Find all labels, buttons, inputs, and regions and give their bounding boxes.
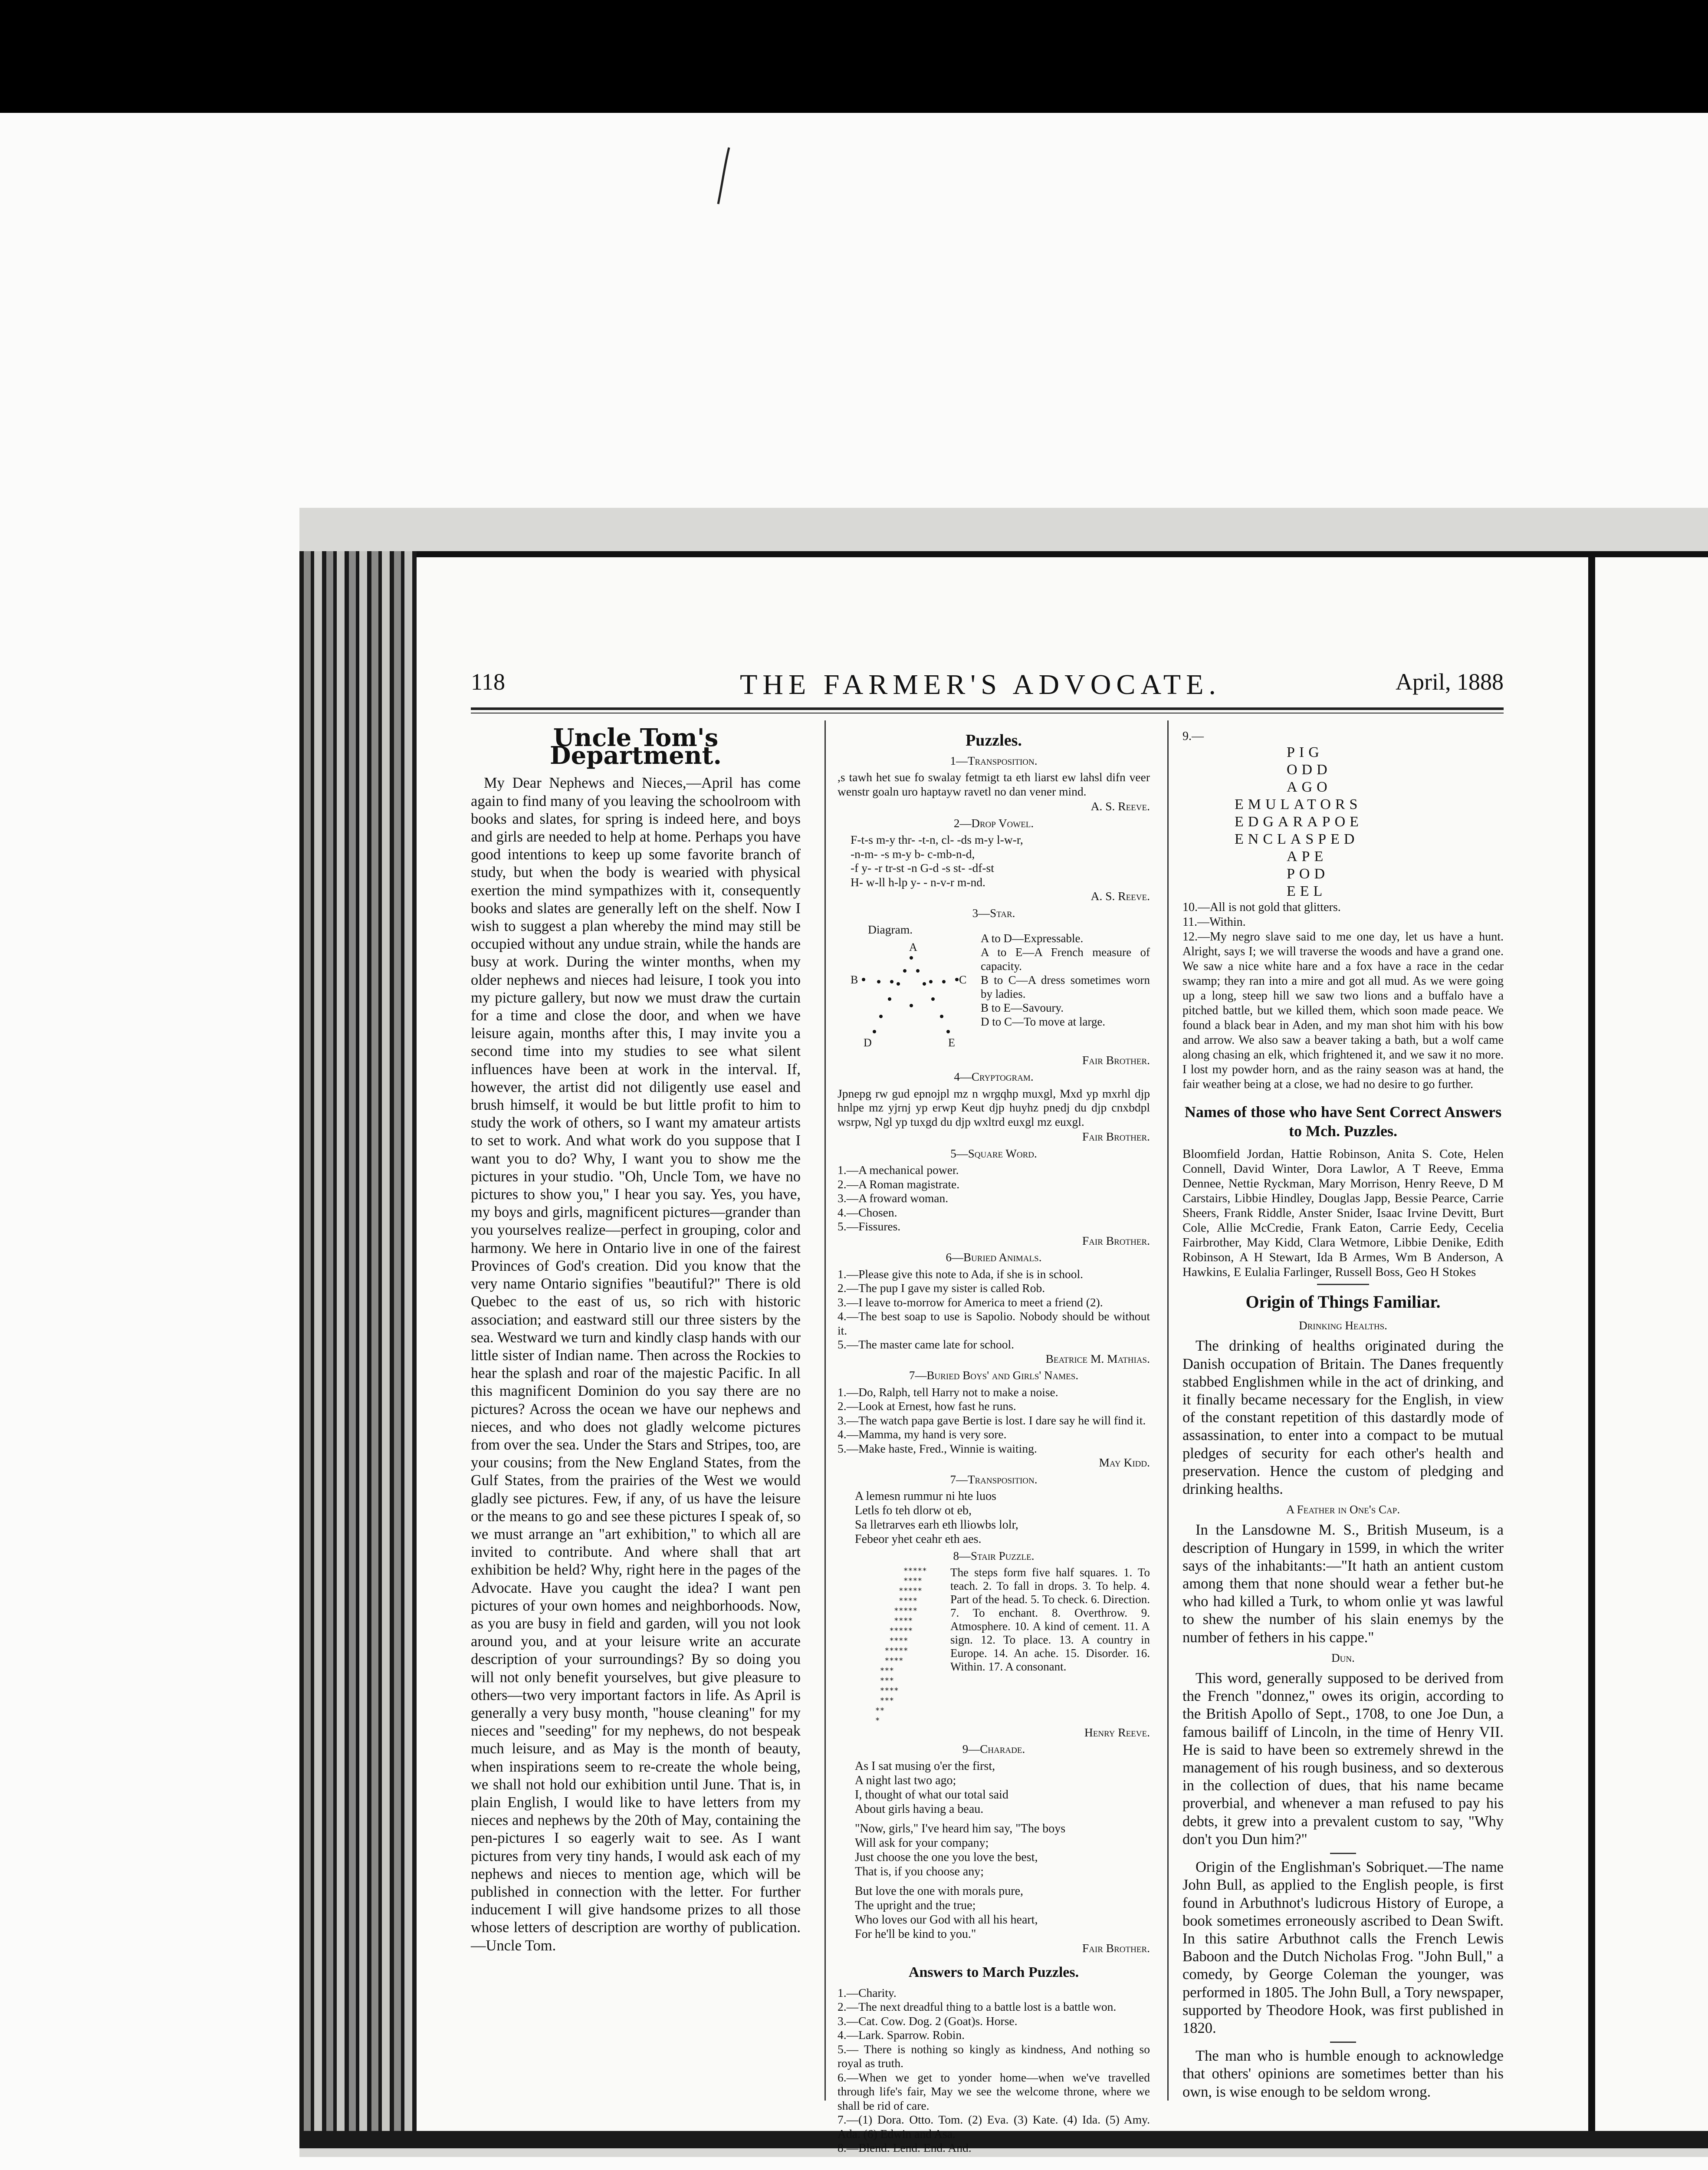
charade-line: The upright and the true; bbox=[855, 1898, 976, 1912]
pyramid-row: POD bbox=[1287, 866, 1330, 882]
puzzle-6-line: 3.—I leave to-morrow for America to meet a friend (2). bbox=[838, 1295, 1103, 1309]
charade-line: Will ask for your company; bbox=[855, 1836, 989, 1850]
answer-9-pyramid bbox=[1235, 744, 1504, 900]
correct-answers-names: Bloomfield Jordan, Hattie Robinson, Anita S. Cote, Helen Connell, David Winter, Dora Lawlor, A T Reeve, Emma Dennee, Nettie Ryckman, Mary Morrison, Henry Reeve, D M Carstairs, Libbie Hindley, Douglas Japp, Bessie Pearce, Carrie Sheers, Frank Riddle, Anster Snider, Isaac Irvine Devitt, Burt Cole, Allie McCredie, Frank Eaton, Carrie Eedy, Cecelia Fairbrother, May Kidd, Clara Wetmore, Libbie Denike, Edith Robinson, A H Stewart, Ida B Armes, Wm B Anderson, A Hawkins, E Eulalia Farlinger, Russell Boss, Geo H Stokes bbox=[1182, 1147, 1504, 1279]
column-answers-origins bbox=[1182, 729, 1504, 2101]
puzzle-7-line: 4.—Mamma, my hand is very sore. bbox=[838, 1427, 1007, 1441]
star-def: B to E—Savoury. bbox=[981, 1001, 1064, 1014]
stanza-break bbox=[855, 1816, 1150, 1821]
scan-top-border bbox=[0, 0, 1708, 113]
pyramid-row: EEL bbox=[1287, 883, 1327, 899]
section-divider bbox=[1317, 1284, 1369, 1285]
answers-heading: Answers to March Puzzles. bbox=[908, 1964, 1079, 1980]
drinking-healths-text: The drinking of healths originated during the Danish occupation of Britain. The Danes frequently stabbed Englishmen while in the act of drinking, and it finally became necessary for the English, in view of the constant repetition of this dastardly mode of assassination, to enter into a compact to be mutual pledges of security for each other's health and preservation. Hence the custom of pledging and drinking healths. bbox=[1182, 1338, 1504, 1498]
star-dot-group bbox=[862, 956, 959, 1033]
feather-title: A Feather in One's Cap. bbox=[1286, 1503, 1400, 1516]
puzzle-2-author: A. S. Reeve. bbox=[1090, 889, 1150, 903]
answer-line: 7.—(1) Dora. Otto. Tom. (2) Eva. (3) Kate. (4) Ida. (5) Amy. Ada. (6) Edwin and Asa. bbox=[838, 2113, 1150, 2140]
answer-line: 4.—Lark. Sparrow. Robin. bbox=[838, 2028, 965, 2042]
column-puzzles bbox=[838, 729, 1150, 2155]
answer-12: 12.—My negro slave said to me one day, let us have a hunt. Alright, says I; we will traverse the woods and have a grand one. We saw a nice white hare and a fox have a race in the cedar swamp; they ran into a mire and got all mud. As we were going up a long, steep hill we saw two lions and a buffalo have a pitched battle, but we killed them, which soon made peace. We found a black bear in Aden, and my man shot him with his bow and arrow. We also saw a beaver taking a bath, but a wolf came along chasing an elk, which frightened it, and we saw it no more. I lost my powder horn, and as the rainy season was at hand, the fair weather being at a close, we had no desire to go further. bbox=[1182, 930, 1504, 1091]
star-definitions bbox=[981, 931, 1150, 1053]
star-point-c: C bbox=[959, 973, 967, 986]
running-header bbox=[471, 668, 1504, 707]
stair-puzzle bbox=[838, 1566, 1150, 1726]
puzzle-2-title: 2—Drop Vowel. bbox=[953, 816, 1034, 830]
answer-line: 5.— There is nothing so kingly as kindness, And nothing so royal as truth. bbox=[838, 2042, 1150, 2070]
charade-line: Who loves our God with all his heart, bbox=[855, 1913, 1038, 1927]
pyramid-row: EDGARAPOE bbox=[1235, 814, 1363, 830]
star-point-e: E bbox=[948, 1036, 955, 1049]
puzzle-7-title: 7—Buried Boys' and Girls' Names. bbox=[909, 1369, 1079, 1382]
puzzle-7-line: 2.—Look at Ernest, how fast he runs. bbox=[838, 1399, 1016, 1413]
charade-line: As I sat musing o'er the first, bbox=[855, 1759, 995, 1773]
puzzle-3-title: 3—Star. bbox=[972, 906, 1015, 920]
pyramid-row: EMULATORS bbox=[1235, 796, 1362, 812]
puzzle-7b-line: Letls fo teh dlorw ot eb, bbox=[855, 1504, 972, 1517]
publication-title: THE FARMER'S ADVOCATE. bbox=[740, 669, 1221, 700]
column-uncle-tom bbox=[471, 723, 801, 1955]
puzzle-7b-line: Febeor yhet ceahr eth aes. bbox=[855, 1532, 982, 1546]
star-point-d: D bbox=[864, 1036, 872, 1049]
puzzle-2-line: F-t-s m-y thr- -t-n, cl- -ds m-y l-w-r, bbox=[851, 833, 1023, 846]
star-dots bbox=[851, 940, 972, 1053]
puzzle-4-text: Jpnepg rw gud epnojpl mz n wrgqhp muxgl, Mxd yp mxrhl djp hnlpe mz yjrnj yp erwp Keut djp huyhz pnedj du djp cnxbdpl wsrpw, Ngl yp tuxgd du djp wxltrd euxgl mz euxgl. bbox=[838, 1086, 1150, 1128]
puzzle-3-author: Fair Brother. bbox=[1082, 1053, 1150, 1067]
stair-diagram: ***** **** ***** **** ***** **** ***** **** ***** **** *** *** **** *** ** * bbox=[875, 1566, 927, 1725]
answer-line: 8.—Blend. Lend. End. And. bbox=[838, 2141, 972, 2154]
charade-line: For he'll be kind to you." bbox=[855, 1927, 976, 1941]
puzzle-5-line: 2.—A Roman magistrate. bbox=[838, 1177, 960, 1191]
section-divider bbox=[1330, 2042, 1356, 2043]
section-divider bbox=[1330, 1853, 1356, 1854]
puzzle-2-line: H- w-ll h-lp y- - n-v-r m-nd. bbox=[851, 875, 985, 889]
puzzle-7-line: 1.—Do, Ralph, tell Harry not to make a noise. bbox=[838, 1385, 1058, 1399]
column-rule-1 bbox=[824, 720, 826, 2101]
charade-line: About girls having a beau. bbox=[855, 1802, 984, 1816]
puzzle-5-line: 1.—A mechanical power. bbox=[838, 1163, 959, 1177]
department-heading: Uncle Tom's Department. bbox=[550, 723, 722, 770]
issue-date: April, 1888 bbox=[1396, 669, 1504, 695]
pen-mark bbox=[712, 143, 738, 208]
dun-title: Dun. bbox=[1331, 1651, 1355, 1664]
charade-line: That is, if you choose any; bbox=[855, 1864, 984, 1878]
stanza-break bbox=[855, 1879, 1150, 1884]
answer-10: 10.—All is not gold that glitters. bbox=[1182, 901, 1341, 914]
puzzle-9-title: 9—Charade. bbox=[962, 1743, 1025, 1756]
puzzle-7b-line: Sa lletrarves earh eth lliowbs lolr, bbox=[855, 1518, 1018, 1532]
letter-text: My Dear Nephews and Nieces,—April has come again to find many of you leaving the schoolroom with books and slates, for spring is indeed here, and boys and girls are needed to help at home. Perhaps you have good intentions to keep up some favorite branch of study, but when the body is wearied with physical exertion the mind sympathizes with it, consequently books and slates are generally left on the shelf. Now I wish to suggest a plan whereby the mind may still be occupied without any undue strain, while the hands are busy at work. During the winter months, when my older nephews and nieces had leisure, I took you into my picture gallery, but now we must draw the curtain for a time and close the door, and when we have leisure again, months after this, I may invite you a second time into my studies to see what silent influences have been at work in the interval. If, however, the artist did not diligently use easel and brush himself, it would be but little profit to him to study the work of others, so I want my amateur artists to set to work. And what work do you suppose that I want you to do? Why, I want you to show me the pictures in your studio. "Oh, Uncle Tom, we have no pictures to show you," I hear you say. Yes, you have, my boys and girls, magnificent pictures—grander than you yourselves realize—perfect in grouping, color and harmony. We here in Ontario live in one of the fairest Provinces of God's creation. Did you know that the very name Ontario signifies "beautiful?" There is old Quebec to the east of us, so rich with historic association; and eastward still our three sisters by the sea. Westward we turn and kindly clasp hands with our little sister of Indian name. Then across the Rockies to hear the splash and roar of the majestic Pacific. In all this magnificent Dominion do you say there are no pictures? Across the ocean we have our nephews and nieces, and who does not gladly welcome pictures from over the sea. Under the Stars and Stripes, too, are your cousins; from the New England States, from the Gulf States, from the prairies of the West we would gladly see pictures. Few, if any, of us have the leisure or the means to go and see these pictures I speak of, so we must arrange an "art exhibition," to which all are invited to contribute. And where shall that art exhibition be held? Why, right here in the pages of the Advocate. Have you caught the idea? I want pen pictures of your own homes and neighborhoods. Now, as you are busy in field and garden, will you not look around you, and at your leisure write an accurate description of your surroundings? By so doing you will not only benefit yourselves, but give pleasure to others—two very important factors in life. As April is generally a very busy month, "house cleaning" for my nieces and "seeding" for my nephews, do not bespeak much leisure, and as May is the month of beauty, when inspirations seem to re-create the whole being, we shall not hold our exhibition until June. That is, in plain English, I would like to have letters from my nieces and nephews by the 20th of May, containing the pen-pictures I so eagerly wait to see. As I want pictures from very tiny hands, I would ask each of my nephews and nieces to mention age, which will be published in connection with the letter. For further inducement I will give handsome prizes to all those whose letters of description are worthy of publication.—Uncle Tom. bbox=[471, 775, 801, 1954]
humility-text: The man who is humble enough to acknowledge that others' opinions are sometimes better than his own, is wise enough to be seldom wrong. bbox=[1182, 2048, 1504, 2100]
puzzle-5-line: 5.—Fissures. bbox=[838, 1220, 901, 1233]
puzzle-7b-title: 7—Transposition. bbox=[950, 1473, 1038, 1486]
star-diagram bbox=[851, 940, 972, 1053]
puzzle-5-title: 5—Square Word. bbox=[950, 1147, 1037, 1160]
correct-answers-heading: Names of those who have Sent Correct Answers to Mch. Puzzles. bbox=[1184, 1103, 1502, 1140]
answer-line: 3.—Cat. Cow. Dog. 2 (Goat)s. Horse. bbox=[838, 2014, 1018, 2028]
puzzle-1-title: 1—Transposition. bbox=[950, 754, 1038, 767]
pyramid-row: ENCLASPED bbox=[1235, 831, 1359, 847]
puzzle-4-title: 4—Cryptogram. bbox=[954, 1070, 1034, 1083]
star-def: D to C—To move at large. bbox=[981, 1015, 1106, 1028]
stair-clues: The steps form five half squares. 1. To teach. 2. To fall in drops. 3. To help. 4. Part of the head. 5. To check. 6. Direction. 7. To enchant. 8. Overthrow. 9. Atmosphere. 10. A kind of cement. 11. A sign. 12. To place. 13. A country in Europe. 14. An ache. 15. Disorder. 16. Within. 17. A consonant. bbox=[950, 1565, 1150, 1673]
puzzle-9-author: Fair Brother. bbox=[1082, 1941, 1150, 1955]
star-puzzle bbox=[838, 923, 1150, 1053]
charade-line: But love the one with morals pure, bbox=[855, 1884, 1024, 1898]
puzzle-7-author: May Kidd. bbox=[1099, 1456, 1150, 1469]
puzzle-7b-line: A lemesn rummur ni hte luos bbox=[855, 1489, 996, 1503]
drinking-healths-title: Drinking Healths. bbox=[1299, 1319, 1387, 1332]
answer-9-number: 9.— bbox=[1182, 730, 1204, 743]
answer-line: 1.—Charity. bbox=[838, 1986, 897, 1999]
pyramid-row: APE bbox=[1287, 848, 1328, 865]
answer-line: 6.—When we get to yonder home—when we've travelled through life's fair, May we see the welcome throne, where we shall be rid of care. bbox=[838, 2070, 1150, 2112]
puzzle-6-line: 1.—Please give this note to Ada, if she is in school. bbox=[838, 1267, 1083, 1281]
star-def: A to E—A French measure of capacity. bbox=[981, 946, 1150, 973]
pyramid-row: PIG bbox=[1287, 744, 1324, 760]
puzzle-4-author: Fair Brother. bbox=[1082, 1130, 1150, 1143]
puzzle-7-line: 3.—The watch papa gave Bertie is lost. I dare say he will find it. bbox=[838, 1413, 1146, 1427]
puzzle-6-line: 4.—The best soap to use is Sapolio. Nobody should be without it. bbox=[838, 1309, 1150, 1337]
charade-line: "Now, girls," I've heard him say, "The boys bbox=[855, 1821, 1066, 1835]
puzzle-5-author: Fair Brother. bbox=[1082, 1233, 1150, 1247]
puzzle-7-line: 5.—Make haste, Fred., Winnie is waiting. bbox=[838, 1441, 1037, 1455]
star-point-b: B bbox=[851, 973, 858, 986]
dun-text: This word, generally supposed to be derived from the French "donnez," owes its origin, according to the British Apollo of Sept., 1708, to one Joe Dun, a famous bailiff of Lincoln, in the time of Henry VII. He is said to have been so extremely shrewd in the management of his rough business, and so dexterous in the collection of dues, that his name became proverbial, and whenever a man refused to pay his debts, it grew into a prevalent custom to say, "Why don't you Dun him?" bbox=[1182, 1670, 1504, 1848]
feather-text: In the Lansdowne M. S., British Museum, is a description of Hungary in 1599, in which the writer says of the inhabitants:—"It hath an antient custom among them that none should wear a fether but-he who had killed a Turk, to whom onlie yt was lawful to shew the number of his slain enemys by the number of fethers in his cappe." bbox=[1182, 1522, 1504, 1646]
charade-line: Just choose the one you love the best, bbox=[855, 1850, 1038, 1864]
puzzle-2-lines bbox=[851, 833, 1150, 889]
puzzle-8-author: Henry Reeve. bbox=[1084, 1725, 1150, 1739]
header-rule bbox=[471, 707, 1504, 710]
pyramid-row: AGO bbox=[1287, 779, 1332, 795]
puzzle-1-text: ,s tawh het sue fo swalay fetmigt ta eth liarst ew lahsl difn veer wenstr goaln uro haptayw ravetl no dan vener mind. bbox=[838, 770, 1150, 798]
puzzle-5-line: 3.—A froward woman. bbox=[838, 1191, 949, 1205]
puzzle-1-author: A. S. Reeve. bbox=[1090, 799, 1150, 813]
star-point-a: A bbox=[909, 940, 917, 953]
charade-line: A night last two ago; bbox=[855, 1773, 956, 1787]
answer-9-block bbox=[1182, 729, 1504, 1092]
star-diagram-label: Diagram. bbox=[868, 923, 913, 936]
john-bull-text: Origin of the Englishman's Sobriquet.—The name John Bull, as applied to the English people, is first found in Arbuthnot's ludicrous History of Europe, a book sometimes erroneously ascribed to Dean Swift. In this satire Arbuthnot calls the French Lewis Baboon and the Dutch Nicholas Frog. "John Bull," a comedy, by George Coleman the younger, was performed in 1805. The John Bull, a Tory newspaper, supported by Theodore Hook, was first published in 1820. bbox=[1182, 1859, 1504, 2036]
pyramid-row: ODD bbox=[1287, 762, 1332, 778]
puzzle-8-title: 8—Stair Puzzle. bbox=[953, 1549, 1035, 1562]
charade-line: I, thought of what our total said bbox=[855, 1788, 1008, 1802]
puzzle-6-title: 6—Buried Animals. bbox=[946, 1251, 1042, 1264]
puzzle-2-line: -n-m- -s m-y b- c-mb-n-d, bbox=[851, 847, 975, 861]
page-edges bbox=[299, 551, 417, 2131]
page-number: 118 bbox=[471, 669, 505, 695]
star-def: A to D—Expressable. bbox=[981, 932, 1084, 945]
origin-heading: Origin of Things Familiar. bbox=[1245, 1292, 1441, 1312]
star-def: B to C—A dress sometimes worn by ladies. bbox=[981, 973, 1150, 1000]
puzzle-2-line: -f y- -r tr-st -n G-d -s st- -df-st bbox=[851, 861, 994, 875]
column-rule-2 bbox=[1167, 720, 1169, 2101]
puzzle-6-line: 2.—The pup I gave my sister is called Rob. bbox=[838, 1281, 1045, 1295]
puzzle-5-line: 4.—Chosen. bbox=[838, 1205, 897, 1219]
gutter-rule bbox=[1588, 551, 1595, 2131]
charade-poem bbox=[855, 1759, 1150, 1941]
puzzle-6-author: Beatrice M. Mathias. bbox=[1045, 1351, 1150, 1365]
puzzle-6-line: 5.—The master came late for school. bbox=[838, 1338, 1014, 1351]
answer-11: 11.—Within. bbox=[1182, 915, 1246, 929]
answer-line: 2.—The next dreadful thing to a battle lost is a battle won. bbox=[838, 2000, 1117, 2013]
puzzles-heading: Puzzles. bbox=[966, 731, 1022, 750]
puzzle-7b-lines bbox=[855, 1489, 1150, 1546]
